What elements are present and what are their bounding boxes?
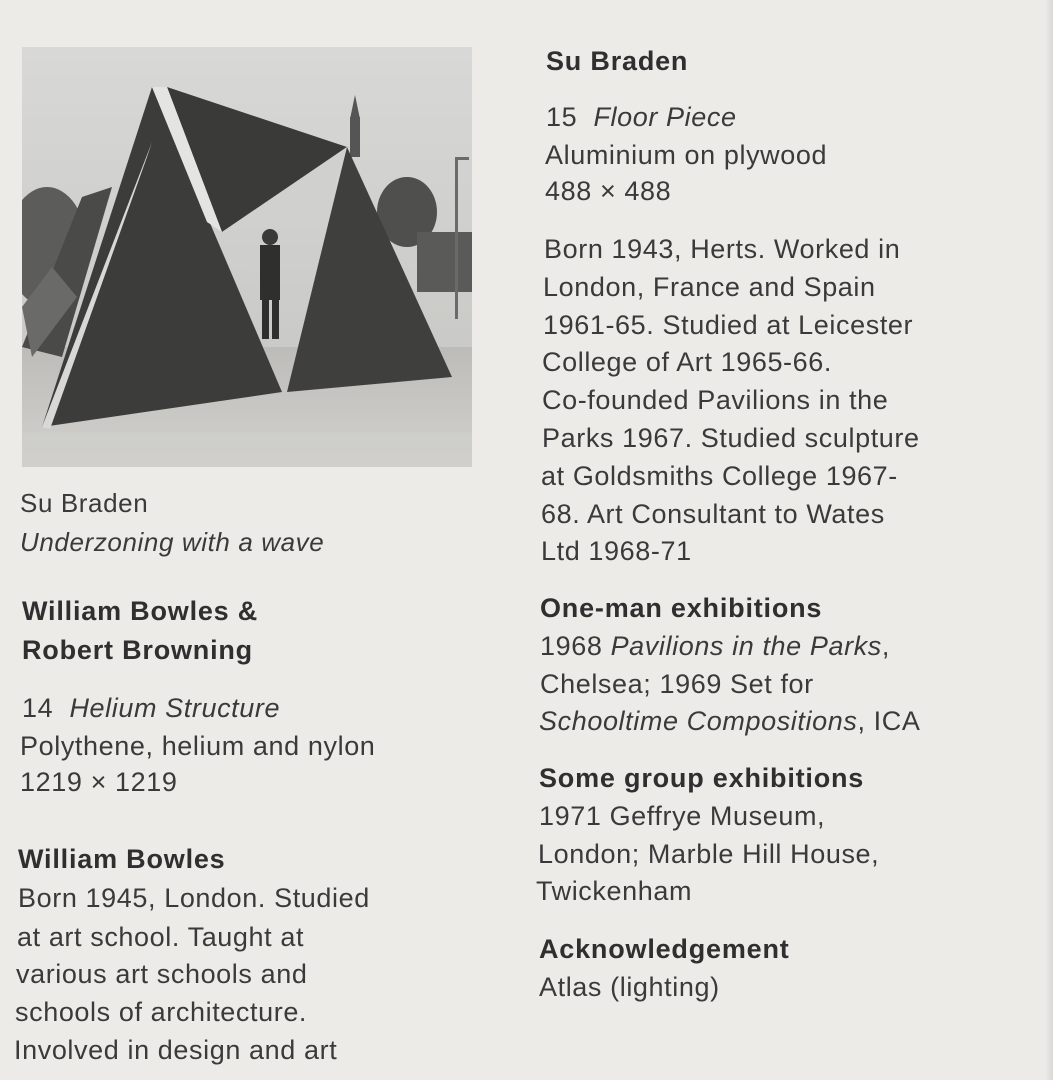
group-exhibitions-heading: Some group exhibitions <box>539 763 865 793</box>
entry-14-heading-line2: Robert Browning <box>22 635 253 665</box>
entry-15-size: 488 × 488 <box>545 176 672 206</box>
bio-bowles-line: Born 1945, London. Studied <box>18 883 370 913</box>
photo-caption-artist: Su Braden <box>20 488 149 518</box>
bio-braden-line: 1961-65. Studied at Leicester <box>543 310 914 340</box>
bio-braden-line: 68. Art Consultant to Wates <box>541 499 885 529</box>
entry-15-title: Floor Piece <box>593 102 737 132</box>
page-edge-shadow <box>1045 0 1053 1080</box>
bio-bowles-line: various art schools and <box>16 959 308 989</box>
bio-braden-line: Ltd 1968-71 <box>541 536 692 566</box>
sculpture-photo <box>22 47 472 467</box>
su-braden-heading: Su Braden <box>546 46 689 76</box>
bio-bowles-line: schools of architecture. <box>15 997 308 1027</box>
bio-bowles-line: Involved in design and art <box>14 1035 338 1065</box>
group-line: 1971 Geffrye Museum, <box>539 801 826 831</box>
group-line: Twickenham <box>536 876 693 906</box>
bio-braden-line: Co-founded Pavilions in the <box>542 385 889 415</box>
group-line: London; Marble Hill House, <box>538 839 880 869</box>
entry-14-medium: Polythene, helium and nylon <box>20 731 376 761</box>
bio-braden-line: at Goldsmiths College 1967- <box>541 461 898 491</box>
entry-15-medium: Aluminium on plywood <box>545 140 828 170</box>
entry-15-number: 15 <box>546 102 578 132</box>
oneman-title-pavilions: Pavilions in the Parks <box>610 631 882 661</box>
oneman-line2: Chelsea; 1969 Set for <box>540 669 814 699</box>
entry-15-number-title <box>546 104 737 131</box>
entry-14-heading-line1: William Bowles & <box>22 596 259 626</box>
oneman-year: 1968 <box>540 631 603 661</box>
entry-14-number-title <box>22 695 280 722</box>
oneman-line1 <box>540 633 890 660</box>
oneman-line1-comma: , <box>881 631 891 661</box>
acknowledgement-text: Atlas (lighting) <box>539 972 720 1002</box>
bio-braden-line: Parks 1967. Studied sculpture <box>542 423 920 453</box>
entry-14-size: 1219 × 1219 <box>20 767 178 797</box>
photo-caption-title: Underzoning with a wave <box>20 527 325 557</box>
entry-14-number: 14 <box>22 693 54 723</box>
bio-bowles-line: at art school. Taught at <box>17 922 305 952</box>
bio-braden-line: London, France and Spain <box>543 272 876 302</box>
entry-14-title: Helium Structure <box>69 693 281 723</box>
bio-braden-line: College of Art 1965-66. <box>542 347 832 377</box>
oneman-line3 <box>539 708 920 735</box>
bio-bowles-heading: William Bowles <box>18 844 226 874</box>
sculpture-photo-drawing <box>22 47 472 467</box>
oneman-line3-end: , ICA <box>857 706 921 736</box>
acknowledgement-heading: Acknowledgement <box>539 934 790 964</box>
bio-braden-line: Born 1943, Herts. Worked in <box>544 234 901 264</box>
oneman-exhibitions-heading: One-man exhibitions <box>540 593 823 623</box>
oneman-title-schooltime: Schooltime Compositions <box>539 706 858 736</box>
